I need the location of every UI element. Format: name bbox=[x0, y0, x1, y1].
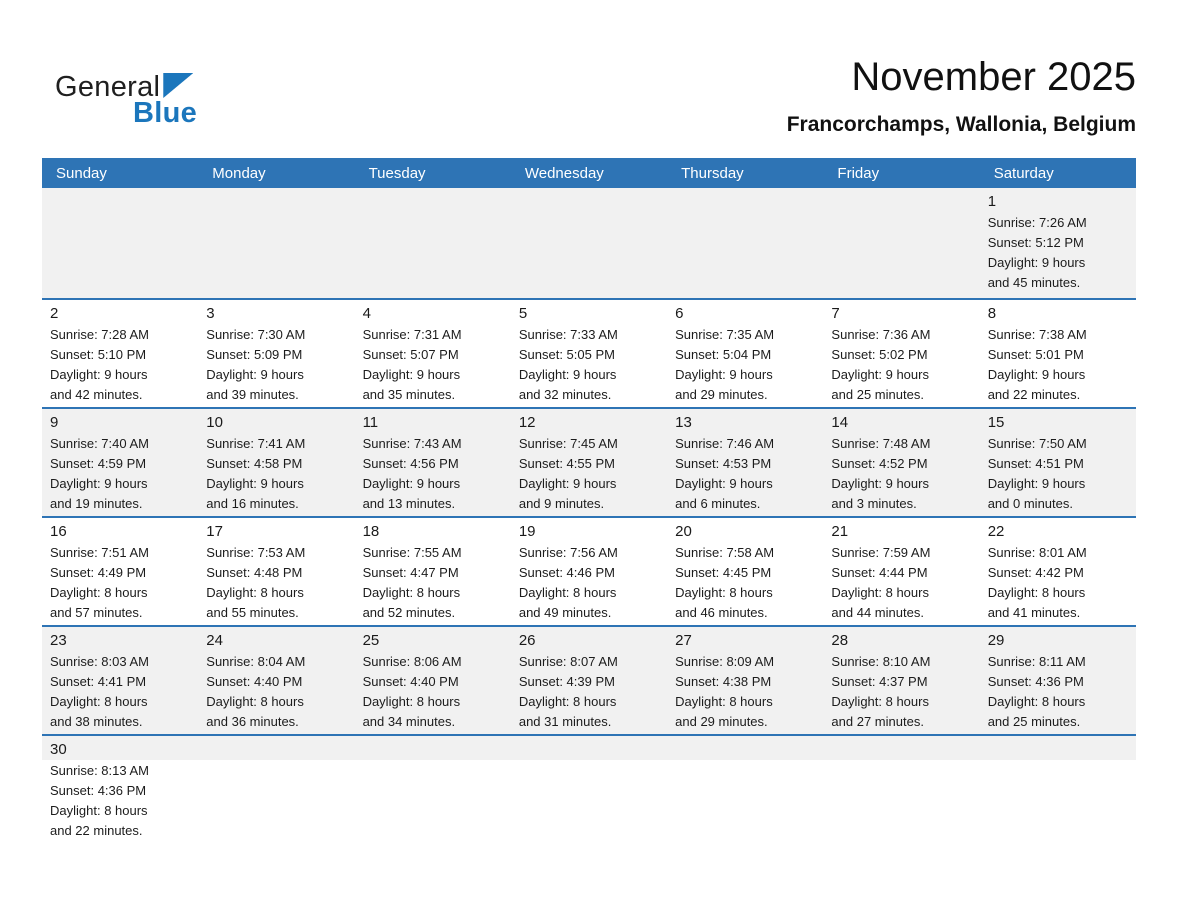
day-cell-13 bbox=[667, 409, 823, 516]
sunrise-text: Sunrise: 7:31 AM bbox=[362, 327, 462, 342]
daylight-text-line2: and 49 minutes. bbox=[518, 605, 612, 620]
day-number: 24 bbox=[206, 632, 223, 649]
sunrise-text: Sunrise: 7:38 AM bbox=[987, 327, 1087, 342]
daylight-text-line1: Daylight: 8 hours bbox=[50, 803, 148, 818]
daylight-text-line2: and 34 minutes. bbox=[362, 714, 456, 729]
daylight-text-line1: Daylight: 9 hours bbox=[831, 367, 929, 382]
sunrise-text: Sunrise: 8:06 AM bbox=[362, 654, 462, 669]
daylight-text-line2: and 9 minutes. bbox=[518, 496, 605, 511]
day-number: 12 bbox=[518, 414, 536, 431]
day-cell-5 bbox=[511, 300, 667, 407]
sunset-text: Sunset: 4:44 PM bbox=[831, 565, 928, 580]
sunrise-text: Sunrise: 8:01 AM bbox=[987, 545, 1087, 560]
daylight-text-line2: and 29 minutes. bbox=[675, 714, 768, 729]
sunset-text: Sunset: 4:48 PM bbox=[206, 565, 303, 580]
sunset-text: Sunset: 4:38 PM bbox=[675, 674, 772, 689]
daylight-text-line1: Daylight: 8 hours bbox=[675, 585, 773, 600]
day-number: 6 bbox=[675, 305, 684, 322]
daylight-text-line1: Daylight: 8 hours bbox=[50, 585, 148, 600]
day-number: 14 bbox=[831, 414, 849, 431]
daylight-text-line2: and 29 minutes. bbox=[675, 387, 768, 402]
sunset-text: Sunset: 5:10 PM bbox=[50, 347, 147, 362]
daylight-text-line1: Daylight: 8 hours bbox=[50, 694, 148, 709]
sunrise-text: Sunrise: 7:51 AM bbox=[50, 545, 149, 560]
weekday-header-row bbox=[42, 158, 1136, 188]
sunrise-text: Sunrise: 7:50 AM bbox=[987, 436, 1087, 451]
sunrise-text: Sunrise: 7:56 AM bbox=[518, 545, 618, 560]
page-header bbox=[55, 0, 1136, 158]
day-cell-26 bbox=[511, 627, 667, 734]
location-subtitle: Francorchamps, Wallonia, Belgium bbox=[786, 113, 1136, 136]
day-cell-7 bbox=[823, 300, 979, 407]
sunrise-text: Sunrise: 7:48 AM bbox=[831, 436, 931, 451]
day-number: 8 bbox=[987, 305, 997, 322]
day-number: 9 bbox=[50, 414, 59, 431]
day-cell-30 bbox=[42, 736, 198, 843]
title-block bbox=[787, 55, 1136, 136]
day-number: 15 bbox=[987, 414, 1005, 431]
logo-word-blue: Blue bbox=[133, 97, 198, 129]
daylight-text-line2: and 22 minutes. bbox=[50, 823, 143, 838]
empty-day-cell bbox=[198, 736, 354, 843]
weekday-tuesday: Tuesday bbox=[368, 164, 426, 182]
daylight-text-line2: and 31 minutes. bbox=[518, 714, 612, 729]
daylight-text-line2: and 6 minutes. bbox=[675, 496, 761, 511]
day-number: 7 bbox=[831, 305, 840, 322]
day-cell-10 bbox=[198, 409, 354, 516]
sunset-text: Sunset: 4:51 PM bbox=[987, 456, 1084, 471]
day-cell-2 bbox=[42, 300, 198, 407]
daylight-text-line1: Daylight: 9 hours bbox=[206, 367, 304, 382]
daylight-text-line1: Daylight: 8 hours bbox=[831, 694, 929, 709]
sunrise-text: Sunrise: 8:11 AM bbox=[987, 654, 1086, 669]
daylight-text-line1: Daylight: 9 hours bbox=[675, 476, 773, 491]
sunset-text: Sunset: 5:05 PM bbox=[518, 347, 615, 362]
day-number: 13 bbox=[675, 414, 692, 431]
daylight-text-line1: Daylight: 8 hours bbox=[206, 694, 304, 709]
daylight-text-line1: Daylight: 9 hours bbox=[362, 476, 461, 491]
day-cell-8 bbox=[980, 300, 1136, 407]
day-number: 25 bbox=[362, 632, 380, 649]
day-number: 29 bbox=[987, 632, 1005, 649]
week-row bbox=[42, 516, 1136, 625]
sunrise-text: Sunrise: 7:36 AM bbox=[831, 327, 931, 342]
day-number: 19 bbox=[518, 523, 536, 540]
day-cell-11 bbox=[355, 409, 511, 516]
daylight-text-line1: Daylight: 8 hours bbox=[518, 694, 617, 709]
sunrise-text: Sunrise: 8:13 AM bbox=[50, 763, 149, 778]
day-number: 11 bbox=[362, 414, 379, 431]
daylight-text-line1: Daylight: 9 hours bbox=[987, 367, 1086, 382]
day-cell-27 bbox=[667, 627, 823, 734]
week-row bbox=[42, 625, 1136, 734]
week-row bbox=[42, 734, 1136, 843]
daylight-text-line1: Daylight: 8 hours bbox=[987, 585, 1086, 600]
daylight-text-line2: and 13 minutes. bbox=[362, 496, 456, 511]
day-number: 20 bbox=[675, 523, 692, 540]
sunrise-text: Sunrise: 7:58 AM bbox=[675, 545, 775, 560]
daylight-text-line1: Daylight: 8 hours bbox=[362, 585, 461, 600]
daylight-text-line1: Daylight: 8 hours bbox=[206, 585, 304, 600]
sunset-text: Sunset: 5:12 PM bbox=[987, 235, 1084, 250]
sunrise-text: Sunrise: 7:59 AM bbox=[831, 545, 931, 560]
daylight-text-line2: and 22 minutes. bbox=[987, 387, 1081, 402]
sunset-text: Sunset: 4:42 PM bbox=[987, 565, 1084, 580]
empty-day-cell bbox=[823, 188, 979, 298]
day-cell-1 bbox=[980, 188, 1136, 298]
daylight-text-line2: and 55 minutes. bbox=[206, 605, 299, 620]
sunrise-text: Sunrise: 7:43 AM bbox=[362, 436, 462, 451]
weekday-monday: Monday bbox=[212, 164, 266, 182]
weekday-thursday: Thursday bbox=[681, 164, 744, 182]
day-cell-18 bbox=[355, 518, 511, 625]
sunset-text: Sunset: 4:58 PM bbox=[206, 456, 303, 471]
day-cell-14 bbox=[823, 409, 979, 516]
day-number: 4 bbox=[362, 305, 371, 322]
sunrise-text: Sunrise: 7:33 AM bbox=[518, 327, 618, 342]
week-row bbox=[42, 188, 1136, 298]
sunset-text: Sunset: 5:04 PM bbox=[675, 347, 772, 362]
day-number: 28 bbox=[831, 632, 849, 649]
daylight-text-line1: Daylight: 9 hours bbox=[987, 476, 1086, 491]
day-number: 5 bbox=[518, 305, 528, 322]
empty-day-cell bbox=[42, 188, 198, 298]
empty-day-cell bbox=[980, 736, 1136, 843]
day-cell-17 bbox=[198, 518, 354, 625]
daylight-text-line2: and 0 minutes. bbox=[987, 496, 1073, 511]
daylight-text-line1: Daylight: 9 hours bbox=[831, 476, 929, 491]
day-number: 26 bbox=[518, 632, 536, 649]
day-cell-20 bbox=[667, 518, 823, 625]
sunset-text: Sunset: 5:07 PM bbox=[362, 347, 459, 362]
calendar-grid bbox=[42, 188, 1136, 843]
daylight-text-line1: Daylight: 9 hours bbox=[206, 476, 304, 491]
sunset-text: Sunset: 4:45 PM bbox=[675, 565, 772, 580]
day-cell-23 bbox=[42, 627, 198, 734]
day-cell-6 bbox=[667, 300, 823, 407]
daylight-text-line1: Daylight: 8 hours bbox=[362, 694, 461, 709]
sunset-text: Sunset: 4:36 PM bbox=[50, 783, 147, 798]
day-number: 10 bbox=[206, 414, 223, 431]
daylight-text-line2: and 32 minutes. bbox=[518, 387, 612, 402]
empty-day-cell bbox=[667, 188, 823, 298]
daylight-text-line2: and 41 minutes. bbox=[987, 605, 1081, 620]
empty-day-cell bbox=[355, 736, 511, 843]
calendar bbox=[42, 158, 1136, 843]
day-number: 30 bbox=[50, 741, 67, 758]
weekday-friday: Friday bbox=[837, 164, 880, 182]
day-cell-9 bbox=[42, 409, 198, 516]
empty-day-cell bbox=[511, 736, 667, 843]
day-number: 1 bbox=[987, 193, 997, 210]
daylight-text-line2: and 46 minutes. bbox=[675, 605, 768, 620]
day-cell-19 bbox=[511, 518, 667, 625]
sunset-text: Sunset: 5:02 PM bbox=[831, 347, 928, 362]
day-cell-22 bbox=[980, 518, 1136, 625]
daylight-text-line1: Daylight: 8 hours bbox=[518, 585, 617, 600]
weekday-saturday: Saturday bbox=[993, 164, 1054, 182]
sunrise-text: Sunrise: 8:10 AM bbox=[831, 654, 931, 669]
day-number: 3 bbox=[206, 305, 215, 322]
daylight-text-line1: Daylight: 9 hours bbox=[987, 255, 1086, 270]
day-cell-29 bbox=[980, 627, 1136, 734]
day-number: 22 bbox=[987, 523, 1005, 540]
daylight-text-line2: and 45 minutes. bbox=[987, 275, 1081, 290]
sunrise-text: Sunrise: 8:07 AM bbox=[518, 654, 618, 669]
day-number: 27 bbox=[675, 632, 692, 649]
day-cell-16 bbox=[42, 518, 198, 625]
daylight-text-line2: and 25 minutes. bbox=[987, 714, 1081, 729]
empty-day-cell bbox=[667, 736, 823, 843]
sunset-text: Sunset: 4:41 PM bbox=[50, 674, 147, 689]
daylight-text-line2: and 38 minutes. bbox=[50, 714, 143, 729]
sunrise-text: Sunrise: 8:03 AM bbox=[50, 654, 149, 669]
day-cell-25 bbox=[355, 627, 511, 734]
sunrise-text: Sunrise: 7:55 AM bbox=[362, 545, 462, 560]
daylight-text-line2: and 35 minutes. bbox=[362, 387, 456, 402]
day-cell-12 bbox=[511, 409, 667, 516]
sunset-text: Sunset: 4:40 PM bbox=[362, 674, 459, 689]
daylight-text-line1: Daylight: 8 hours bbox=[675, 694, 773, 709]
sunrise-text: Sunrise: 7:35 AM bbox=[675, 327, 775, 342]
day-cell-24 bbox=[198, 627, 354, 734]
sunrise-text: Sunrise: 8:09 AM bbox=[675, 654, 775, 669]
daylight-text-line1: Daylight: 9 hours bbox=[50, 476, 148, 491]
day-number: 17 bbox=[206, 523, 223, 540]
week-row bbox=[42, 407, 1136, 516]
daylight-text-line1: Daylight: 9 hours bbox=[675, 367, 773, 382]
daylight-text-line2: and 3 minutes. bbox=[831, 496, 917, 511]
sunrise-text: Sunrise: 7:53 AM bbox=[206, 545, 306, 560]
sunset-text: Sunset: 4:39 PM bbox=[518, 674, 615, 689]
month-title: November 2025 bbox=[851, 55, 1136, 99]
logo-triangle-icon bbox=[163, 73, 193, 98]
daylight-text-line2: and 25 minutes. bbox=[831, 387, 924, 402]
day-cell-15 bbox=[980, 409, 1136, 516]
general-blue-logo bbox=[55, 73, 197, 128]
sunrise-text: Sunrise: 7:30 AM bbox=[206, 327, 306, 342]
day-number: 21 bbox=[831, 523, 849, 540]
day-number: 2 bbox=[50, 305, 59, 322]
empty-day-cell bbox=[823, 736, 979, 843]
daylight-text-line1: Daylight: 9 hours bbox=[362, 367, 461, 382]
daylight-text-line2: and 42 minutes. bbox=[50, 387, 143, 402]
weekday-wednesday: Wednesday bbox=[524, 164, 604, 182]
daylight-text-line1: Daylight: 9 hours bbox=[50, 367, 148, 382]
sunrise-text: Sunrise: 7:41 AM bbox=[206, 436, 306, 451]
sunrise-text: Sunrise: 8:04 AM bbox=[206, 654, 306, 669]
week-row bbox=[42, 298, 1136, 407]
sunset-text: Sunset: 4:40 PM bbox=[206, 674, 303, 689]
daylight-text-line2: and 39 minutes. bbox=[206, 387, 299, 402]
sunrise-text: Sunrise: 7:26 AM bbox=[987, 215, 1087, 230]
empty-day-cell bbox=[355, 188, 511, 298]
sunset-text: Sunset: 4:56 PM bbox=[362, 456, 459, 471]
weekday-sunday: Sunday bbox=[56, 164, 107, 182]
sunset-text: Sunset: 4:36 PM bbox=[987, 674, 1084, 689]
sunset-text: Sunset: 4:46 PM bbox=[518, 565, 615, 580]
day-cell-28 bbox=[823, 627, 979, 734]
sunset-text: Sunset: 4:52 PM bbox=[831, 456, 928, 471]
sunset-text: Sunset: 4:49 PM bbox=[50, 565, 147, 580]
daylight-text-line2: and 52 minutes. bbox=[362, 605, 456, 620]
sunset-text: Sunset: 4:53 PM bbox=[675, 456, 772, 471]
sunset-text: Sunset: 5:01 PM bbox=[987, 347, 1084, 362]
sunset-text: Sunset: 5:09 PM bbox=[206, 347, 303, 362]
day-cell-4 bbox=[355, 300, 511, 407]
sunrise-text: Sunrise: 7:46 AM bbox=[675, 436, 775, 451]
empty-day-cell bbox=[198, 188, 354, 298]
day-cell-3 bbox=[198, 300, 354, 407]
daylight-text-line2: and 44 minutes. bbox=[831, 605, 924, 620]
daylight-text-line1: Daylight: 8 hours bbox=[831, 585, 929, 600]
sunrise-text: Sunrise: 7:28 AM bbox=[50, 327, 149, 342]
day-cell-21 bbox=[823, 518, 979, 625]
daylight-text-line2: and 16 minutes. bbox=[206, 496, 299, 511]
empty-day-cell bbox=[511, 188, 667, 298]
sunset-text: Sunset: 4:55 PM bbox=[518, 456, 615, 471]
daylight-text-line2: and 19 minutes. bbox=[50, 496, 143, 511]
day-number: 16 bbox=[50, 523, 67, 540]
daylight-text-line2: and 57 minutes. bbox=[50, 605, 143, 620]
daylight-text-line1: Daylight: 8 hours bbox=[987, 694, 1086, 709]
logo-word-general: General bbox=[55, 71, 161, 103]
daylight-text-line2: and 27 minutes. bbox=[831, 714, 924, 729]
sunrise-text: Sunrise: 7:45 AM bbox=[518, 436, 618, 451]
day-number: 23 bbox=[50, 632, 67, 649]
sunset-text: Sunset: 4:37 PM bbox=[831, 674, 928, 689]
sunrise-text: Sunrise: 7:40 AM bbox=[50, 436, 149, 451]
daylight-text-line2: and 36 minutes. bbox=[206, 714, 299, 729]
day-number: 18 bbox=[362, 523, 380, 540]
daylight-text-line1: Daylight: 9 hours bbox=[518, 367, 617, 382]
sunset-text: Sunset: 4:59 PM bbox=[50, 456, 147, 471]
daylight-text-line1: Daylight: 9 hours bbox=[518, 476, 617, 491]
sunset-text: Sunset: 4:47 PM bbox=[362, 565, 459, 580]
